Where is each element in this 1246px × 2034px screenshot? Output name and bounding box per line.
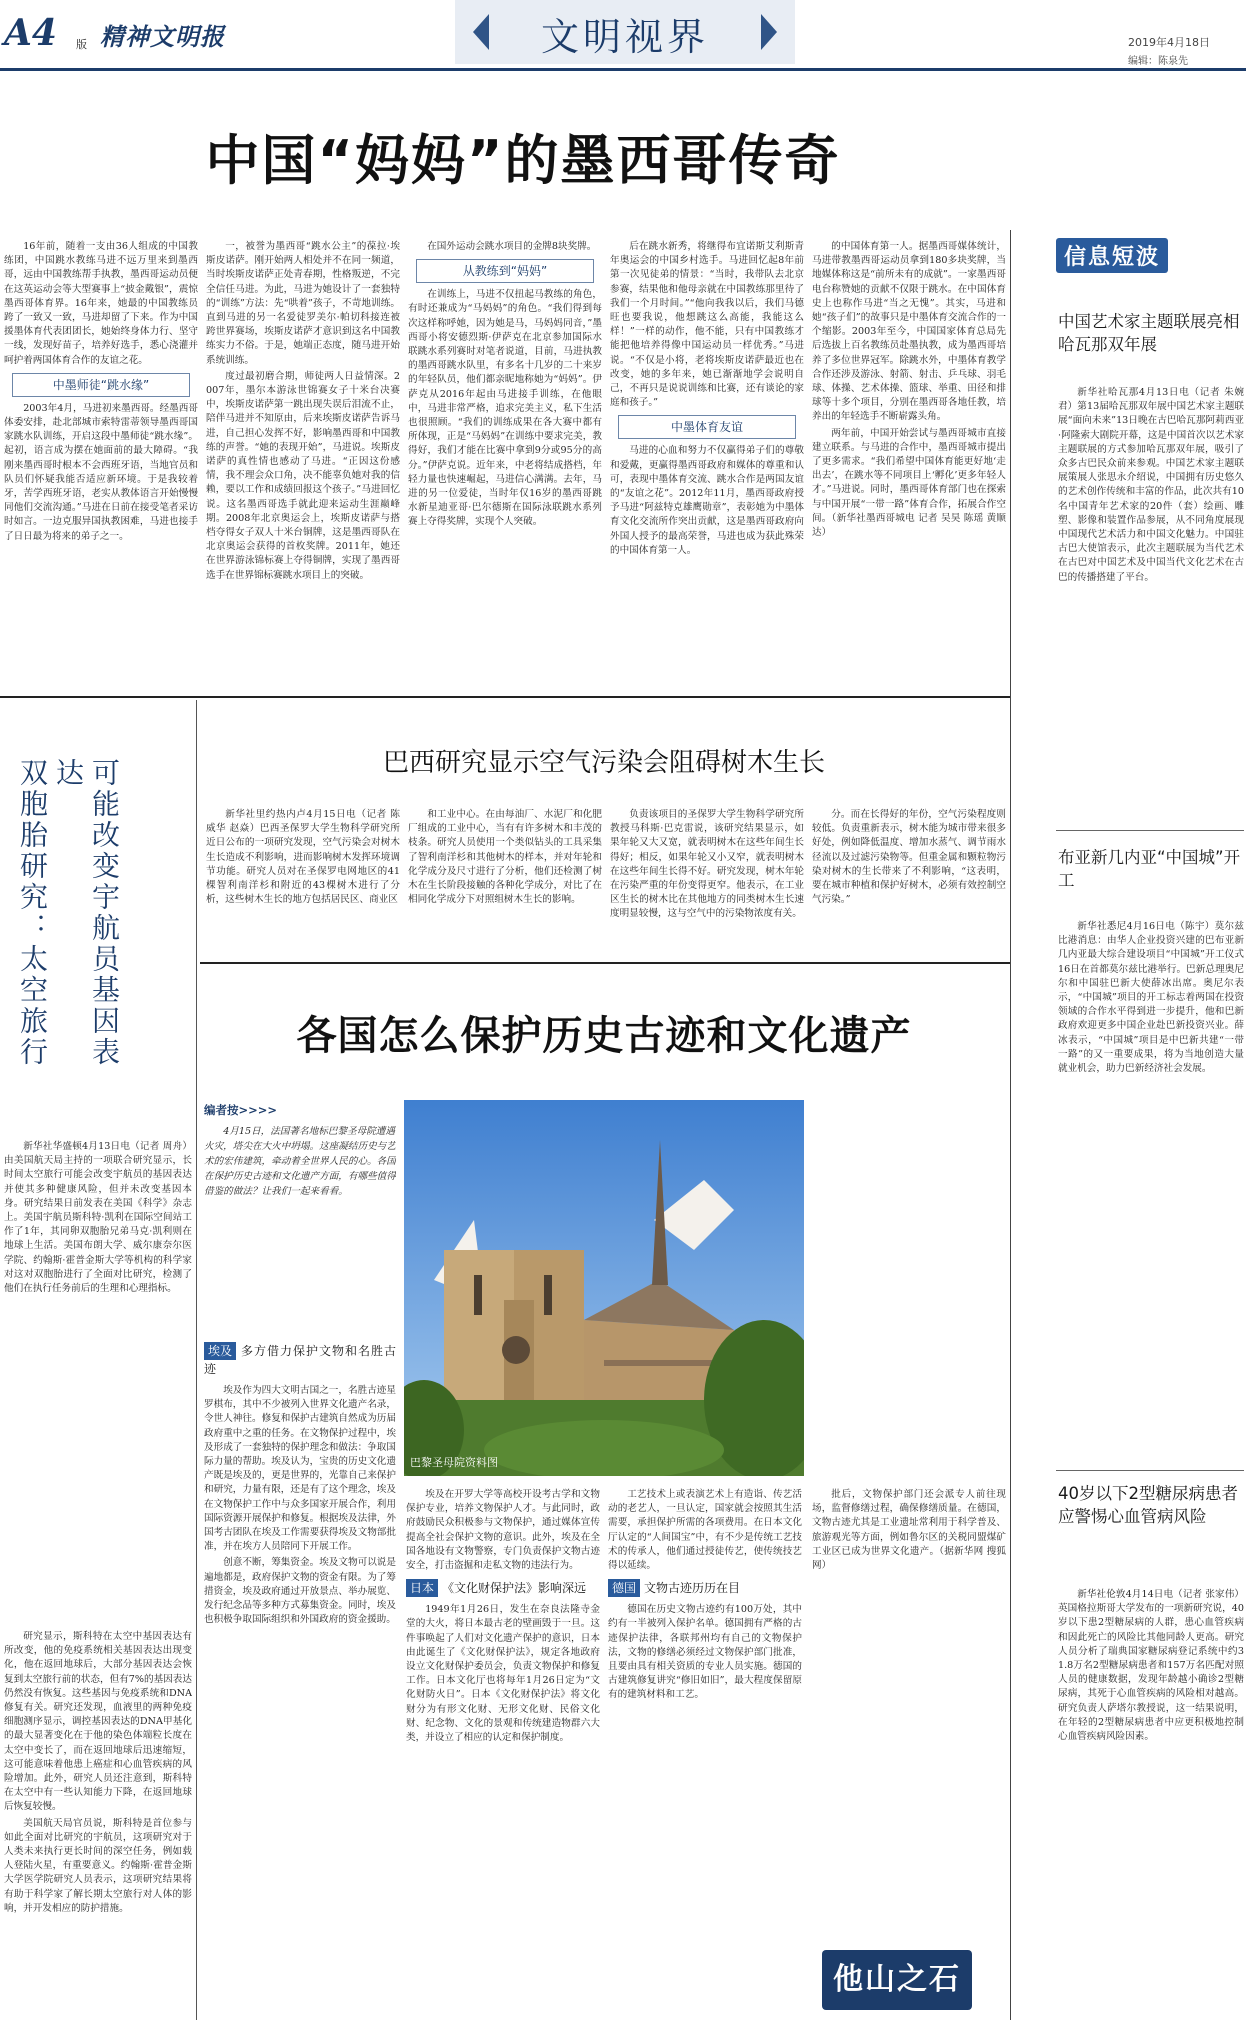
divider-b	[200, 962, 1010, 964]
divider-vert-left	[196, 700, 197, 2020]
sidebar-divider-1	[1056, 830, 1244, 831]
editor-note-label: 编者按>>>>	[204, 1103, 278, 1117]
article3-col2: 研究显示，斯科特在太空中基因表达有所改变，他的免疫系统相关基因表达出现变化，他在返回地球后，大部分基因表达会恢复到太空旅行前的状态，但有7%的基因表达仍然没有恢复。这些基因与免疫系统和DNA修复有关。研究还发现，血液里的两种免疫细胞测序显示，调控基因表达的DNA甲基化的最大显著变化在于他的染色体端粒长度在太空中变长了，而在返回地球后迅速缩短，这可能意味着他患上癌症和心血管疾病的风险增加。此外，研究人员还注意到，斯科特在太空中有一些认知能力下降，在返回地球后恢复较慢。 美国航天局官员说，斯科特是首位参与如此全面对比研究的宇航员，这项研究对于人类未来执行更长时间的深空任务，例如载人登陆火星，有重要意义。约翰斯·霍普金斯大学医学院研究人员表示，这项研究结果将有助于科学家了解长期太空旅行对人体的影响，并开发相应的防护措施。	[4, 1631, 192, 1914]
notre-dame-photo	[404, 1100, 804, 1476]
article4-col4: 批后，文物保护部门还会派专人前往现场，监督修缮过程，确保修缮质量。在德国，文物古迹尤其是工业遗址常利用于科学普及、旅游观光等方面，例如鲁尔区的关税同盟煤矿工业区已成为世界文化遗产。（据新华网 搜狐网）	[812, 1489, 1006, 1572]
editor-note-text: 4月15日，法国著名地标巴黎圣母院遭遇火灾，塔尖在大火中坍塌。这座凝结历史与艺术的宏伟建筑，牵动着全世界人民的心。各国在保护历史古迹和文化遗产方面，有哪些值得借鉴的做法？让我们一起来看看。	[204, 1126, 396, 1197]
page-number-suffix: 版	[76, 38, 87, 51]
sidebar-divider-2	[1056, 1470, 1244, 1471]
article1-headline: 中国“妈妈”的墨西哥传奇	[205, 129, 841, 192]
article2-col1: 新华社里约热内卢4月15日电（记者 陈威华 赵焱）巴西圣保罗大学生物科学研究所近日公布的一项研究发现，空气污染会对树木生长造成不利影响，进而影响树木发挥环境调节功能。研究人员对在圣保罗电网地区的41棵智利南洋杉和附近的43棵树木进行了分析，这些树木生长的地方包括居民区、商业区	[206, 809, 400, 906]
article1-subhead-2: 从教练到“妈妈”	[416, 259, 594, 283]
article4-col2: 埃及在开罗大学等高校开设考古学和文物保护专业，培养文物保护人才。与此同时，政府鼓励民众积极参与文物保护，通过媒体宣传提高全社会保护文物的意识。此外，埃及在全国各地设有文物警察，专门负责保护文物古迹安全，打击盗掘和走私文物的违法行为。 日本 《文化财保护法》影响深远 1949年1月26日，发生在奈良法隆寺金堂的大火，将日本最古老的壁画毁于一旦。这件事唤起了人们对文化遗产保护的意识，日本由此诞生了《文化财保护法》，规定各地政府设立文化财保护委员会，负责文物保护和修复工作。日本文化厅也将每年1月26日定为“文化财防火日”。日本《文化财保护法》将文化财分为有形文化财、无形文化财、民俗文化财、纪念物、文化的景观和传统建造物群六大类，并设立了相应的认定和保护制度。	[406, 1489, 600, 1744]
article1-col5: 的中国体育第一人。据墨西哥媒体统计，马进带教墨西哥运动员拿到180多块奖牌，当地媒体称这是“前所未有的成就”。一家墨西哥电台称赞她的贡献不仅限于跳水。在中国体育史上也称作马进“当之无愧”。其实，马进和她“孩子们”的故事只是中墨体育交流合作的一个缩影。2003年至今，中国国家体育总局先后选拔上百名教练员赴墨执教，成为墨西哥培养了多位世界冠军。除跳水外，中墨体育教学合作还涉及游泳、射箭、射击、乒乓球、羽毛球、体操、艺术体操、篮球、举重、田径和排球等十多个项目，分别在墨西哥各地任教，培养出的年轻选手不断崭露头角。 两年前，中国开始尝试与墨西哥城市直接建立联系。与马进的合作中，墨西哥城市提出了更多需求。“我们希望中国体育能更好地‘走出去’，在跳水等不同项目上‘孵化’更多年轻人才。”马进说。同时，墨西哥体育部门也在探索与中国开展“一带一路”体育合作，拓展合作空间。（新华社墨西哥城电 记者 吴昊 陈瑶 黄顺达）	[812, 241, 1006, 539]
stamp-tashanzhishi: 他山之石	[822, 1950, 972, 2010]
masthead	[0, 0, 1246, 70]
sidebar-header: 信息短波	[1056, 238, 1168, 273]
article2-col3: 负责该项目的圣保罗大学生物科学研究所教授马科斯·巴克雷说，该研究结果显示，如果年轮又大又宽，就表明树木在这些年间生长得好；相反，如果年轮又小又窄，就表明树木在这些年间生长得不好。研究发现，树木年轮在污染严重的年份变得更窄。他表示，在工业区生长的树木比在其他地方的同类树木生长速度明显较慢，这与空气中的污染物浓度有关。	[610, 809, 804, 920]
sidebar-item1-title: 中国艺术家主题联展亮相哈瓦那双年展	[1058, 312, 1240, 354]
section-germany-title: 德国 文物古迹历历在目	[608, 1579, 802, 1597]
article3-col1: 新华社华盛顿4月13日电（记者 周舟）由美国航天局主持的一项联合研究显示，长时间太空旅行可能会改变宇航员的基因表达并使其多种健康风险，但并未改变基因本身。研究结果日前发表在美国《科学》杂志上。美国宇航员斯科特·凯利在国际空间站工作了1年，其同卵双胞胎兄弟马克·凯利则在地球上生活。美国布朗大学、威尔康奈尔医学院、约翰斯·霍普金斯大学等机构的科学家对这对双胞胎进行了全面对比研究，检测了他们在执行任务前后的生理和心理指标。	[4, 1141, 192, 1295]
article2-col2: 和工业中心。在由每油厂、水泥厂和化肥厂组成的工业中心，当有有许多树木和丰茂的枝条。研究人员使用一个类似钻头的工具采集了智利南洋杉和其他树木的样本，并对年轮和化学成分及尺寸进行了分析，他们还检测了树木在生长阶段接触的各种化学成分，对比了在相同化学成分下对照组树木生长的影响。	[408, 809, 602, 906]
divider-a	[0, 696, 1010, 698]
article1-subhead-3: 中墨体育友谊	[618, 415, 796, 439]
section-japan-tag: 日本	[406, 1579, 438, 1597]
article2-col4: 分。而在长得好的年份，空气污染程度则较低。负责重新表示，树木能为城市带来很多好处，例如降低温度、增加水蒸气、调节雨水径流以及过滤污染物等。但重金属和颗粒物污染对树木的生长带来了不利影响，“这表明，要在城市种植和保护好树木，必须有效控制空气污染。”	[812, 809, 1006, 906]
article3-vertical-headline	[16, 758, 122, 1088]
article1-col4: 后在跳水新秀，将继得布宜诺斯艾利斯青年奥运会的中国乡村选手。马进回忆起8年前第一次见徒弟的情景：“当时，我带队去北京参赛，结果他和他母亲就在中国教练那里待了我们一个月时间。”“他向我我以后，我们马德旺也要我说，他想跳这么高能，我能这么样！”一样的动作，他不能，只有中国教练才能把他培养得像中国运动员一样优秀。”马进说。“不仅是小将，老将埃斯皮诺萨最近也在改变，她的多年来，她已渐渐地学会说明自己，不再只是说说训练和比赛，还有谈论的家庭和孩子。” 中墨体育友谊 马进的心血和努力不仅赢得弟子们的尊敬和爱戴，更赢得墨西哥政府和媒体的尊重和认可，表现中墨体育交流、跳水合作是两国友谊的“友谊之花”。2012年11月，墨西哥政府授予马进“阿兹特克雄鹰勋章”，表彰她为中墨体育文化交流所作突出贡献，这是墨西哥政府向外国人授予的最高荣誉，马进也成为获此殊荣的中国体育第一人。	[610, 241, 804, 556]
article4-col3: 工艺技术上或表演艺术上有造诣、传艺活动的老艺人，一旦认定，国家就会按照其生活需要，承担保护所需的各项费用。在日本文化厅认定的“人间国宝”中，有不少是传统工艺技术的传承人，他们通过授徒传艺，使传统技艺得以延续。 德国 文物古迹历历在目 德国在历史文物古迹约有100万处，其中约有一半被列入保护名单。德国拥有严格的古迹保护法律，各联邦州均有自己的文物保护法，文物的修缮必须经过文物保护部门批准，且要由具有相关资质的专业人员实施。德国的古建筑修复讲究“修旧如旧”，最大程度保留原有的建筑材料和工艺。	[608, 1489, 802, 1701]
sidebar-item2-title: 布亚新几内亚“中国城”开工	[1058, 848, 1241, 890]
editor-note	[204, 1102, 396, 1332]
editor-credit: 编辑：陈泉先	[1128, 56, 1188, 67]
sidebar-item3-text: 新华社伦敦4月14日电（记者 张家伟）英国格拉斯哥大学发布的一项新研究说，40岁以下患2型糖尿病的人群，患心血管疾病和因此死亡的风险比其他同龄人更高。研究人员分析了瑞典国家糖尿病登记系统中约31.8万名2型糖尿病患者和157万名匹配对照人员的健康数据，发现年龄越小确诊2型糖尿病，其死于心血管疾病的风险相对越高。研究负责人萨塔尔教授说，这一结果说明，在年轻的2型糖尿病患者中应更积极地控制心血管疾病风险因素。	[1058, 1589, 1244, 1743]
divider-sidebar	[1010, 230, 1011, 2020]
section-egypt-title: 埃及 多方借力保护文物和名胜古迹	[204, 1344, 396, 1376]
article1-subhead-1: 中墨师徒“跳水缘”	[12, 373, 190, 397]
article2-headline: 巴西研究显示空气污染会阻碍树木生长	[382, 748, 825, 778]
article3-headline-line2: 双胞胎研究：太空旅行	[16, 758, 49, 1068]
article4-col1: 埃及 多方借力保护文物和名胜古迹 埃及作为四大文明古国之一，名胜古迹星罗棋布，其中不少被列入世界文化遗产名录，令世人神往。修复和保护古建筑自然成为历届政府重中之重的任务。在文物保护过程中，埃及形成了一套独特的保护理念和做法：争取国际力量的帮助。埃及认为，宝贵的历史文化遗产既是埃及的，更是世界的，光靠自己来保护和研究，力量有限，还是有了这个理念，埃及在文物保护工作中与众多国家开展合作，利用国际资源开展保护和修复。根据埃及法律，外国考古团队在埃及工作需要获得埃及文物部批准，并在埃方人员陪同下开展工作。 创意不断，筹集资金。埃及文物可以说是遍地都是，政府保护文物的资金有限。为了筹措资金，埃及政府通过开放景点、举办展览、发行纪念品等多种方式募集资金。同时，埃及也积极争取国际组织和外国政府的资金援助。	[204, 1344, 396, 1626]
article1-col1: 16年前，随着一支由36人组成的中国教练团，中国跳水教练马进不远万里来到墨西哥，远由中国教练帮手执教，墨西哥运动员便在这英运动会等大型赛事上“披金戴银”，震惊墨西哥体育界。16年来，她最的中国教练员跨了一致又一致，马进却留了下来。作为中国援墨体育代表团团长，她始终身体力行、坚守一线，发现好苗子，培养好选手，悉心浇灌并呵护着两国体育合作的友谊之花。 中墨师徒“跳水缘” 2003年4月，马进初来墨西哥。经墨西哥体委安排，赴北部城市索特雷蒂领导墨西哥国家跳水队训练，开启这段中墨师徒“跳水缘”。起初，语言成为摆在她面前的最大障碍。“我刚来墨西哥时根本不会西班牙语，当地官员和队员们怀疑我能否适应新环境。于是我较着牙，苦学西班牙语，老实从教体语言开始慢慢同他们交流沟通。”马进在日前在接受笔者采访时如言。一边克服异国执教困难，马进也接手了日日最为将来的弟子之一。	[4, 241, 198, 542]
section-title: 文明视界	[540, 15, 709, 59]
section-japan-title: 日本 《文化财保护法》影响深远	[406, 1579, 600, 1597]
section-germany-tag: 德国	[608, 1579, 640, 1597]
sidebar-item2-text: 新华社悉尼4月16日电（陈宇）莫尔兹比港消息：由华人企业投资兴建的巴布亚新几内亚最大综合建设项目“中国城”开工仪式16日在首都莫尔兹比港举行。巴新总理奥尼尔和中国驻巴新大使薛冰出席。奥尼尔表示，“中国城”项目的开工标志着两国在投资领域的合作水平得到进一步提升，他和巴新政府欢迎更多中国企业赴巴新投资兴业。薛冰表示，“中国城”项目是中巴新共建“一带一路”的又一重要成果，将为当地创造大量就业机会，助力巴新经济社会发展。	[1058, 921, 1244, 1075]
article4-headline: 各国怎么保护历史古迹和文化遗产	[296, 1013, 912, 1059]
section-egypt-tag: 埃及	[204, 1342, 236, 1360]
article1-col3: 在国外运动会跳水项目的金牌8块奖牌。 从教练到“妈妈” 在训练上，马进不仅扭起马教练的角色，有时还兼成为“马妈妈”的角色。“我们得到每次这样称呼她，因为她是马，马妈妈同音，”墨西哥小将安德烈斯·伊萨克在北京参加国际水联跳水系列赛时对笔者说道，目前，马进执教的墨西哥跳水队里，有多名十几岁的二十来岁的年轻队员，他们都亲昵地称她为“妈妈”。伊萨克从2016年起由马进接手训练，在他眼中，马进非常严格，追求完美主义，私下生活也很照顾。“我们的训练成果在各大赛中都有所体现，正是“马妈妈”在训练中要求完美，教得好，我们才能在比赛中拿到9分或95分的高分。”伊萨克说。近年来，中老将结成搭档，年轻力量也快速崛起，马进信心满满。去年，马进的另一位爱徒，当时年仅16岁的墨西哥跳水新星迪亚哥·巴尔德斯在国际泳联跳水系列赛上夺得奖牌，实现个人突破。	[408, 241, 602, 528]
sidebar-item1-text: 新华社哈瓦那4月13日电（记者 朱婉君）第13届哈瓦那双年展中国艺术家主题联展“面向未来”13日晚在古巴哈瓦那阿莉西亚·阿隆索大剧院开幕，这是中国首次以艺术家主题联展的方式参加哈瓦那双年展，吸引了众多古巴民众前来参观。中国艺术家主题联展策展人张思永介绍说，中国拥有历史悠久的艺术创作传统和丰富的作品，此次共有10名中国青年艺术家的20件（套）绘画、雕塑、影像和装置作品参展，从不同角度展现中国现代艺术活力和中国文化魅力。中国驻古巴大使馆表示，此次主题联展为当代艺术在古巴对中国艺术及中国当代文化艺术在古巴的传播搭建了平台。	[1058, 387, 1244, 583]
article3-headline-line1: 可能改变宇航员基因表达	[52, 758, 121, 1068]
page-number: A4	[4, 12, 57, 54]
sidebar-item3-title: 40岁以下2型糖尿病患者应警惕心血管病风险	[1058, 1484, 1238, 1526]
photo-caption: 巴黎圣母院资料图	[410, 1456, 498, 1469]
issue-date: 2019年4月18日	[1128, 36, 1210, 49]
article1-col2: 一，被誉为墨西哥“跳水公主”的葆拉·埃斯皮诺萨。刚开始两人相处并不在同一频道，当时埃斯皮诺萨正处青春期，性格叛逆，不完全信任马进。为此，马进为她设计了一套独特的“训练”方法：先“哄着”孩子，不苛地训练。直到马进的另一名爱徒罗美尔·帕切科接连被跨世界赛场，埃斯皮诺萨才意识到这名中国教练实力不俗。于是，她端正态度，随马进开始系统训练。 度过最初磨合期，师徒两人日益情深。2007年，墨尔本游泳世锦赛女子十米台决赛中，埃斯皮诺萨第一跳出现失误后泪流不止，陪伴马进并不知原由，后来埃斯皮诺萨告诉马进，自己担心发挥不好，影响墨西哥和中国教练的声誉。“她的表现开始”，马进说。埃斯皮诺萨的真性情也感动了马进。“正因这份感情，我不理会众口角，决不能辜负她对我的信赖，要以工作和成绩回报这个孩子。”马进回忆说。这名墨西哥选手就此迎来运动生涯巅峰期。2008年北京奥运会上，埃斯皮诺萨与搭档夺得女子双人十米台铜牌，这是墨西哥队在北京奥运会获得的首枚奖牌。2011年，她还在世界游泳锦标赛上夺得铜牌，实现了墨西哥选手在世界锦标赛跳水项目上的突破。	[206, 241, 400, 581]
masthead-rule	[0, 68, 1246, 71]
paper-name: 精神文明报	[100, 22, 225, 51]
